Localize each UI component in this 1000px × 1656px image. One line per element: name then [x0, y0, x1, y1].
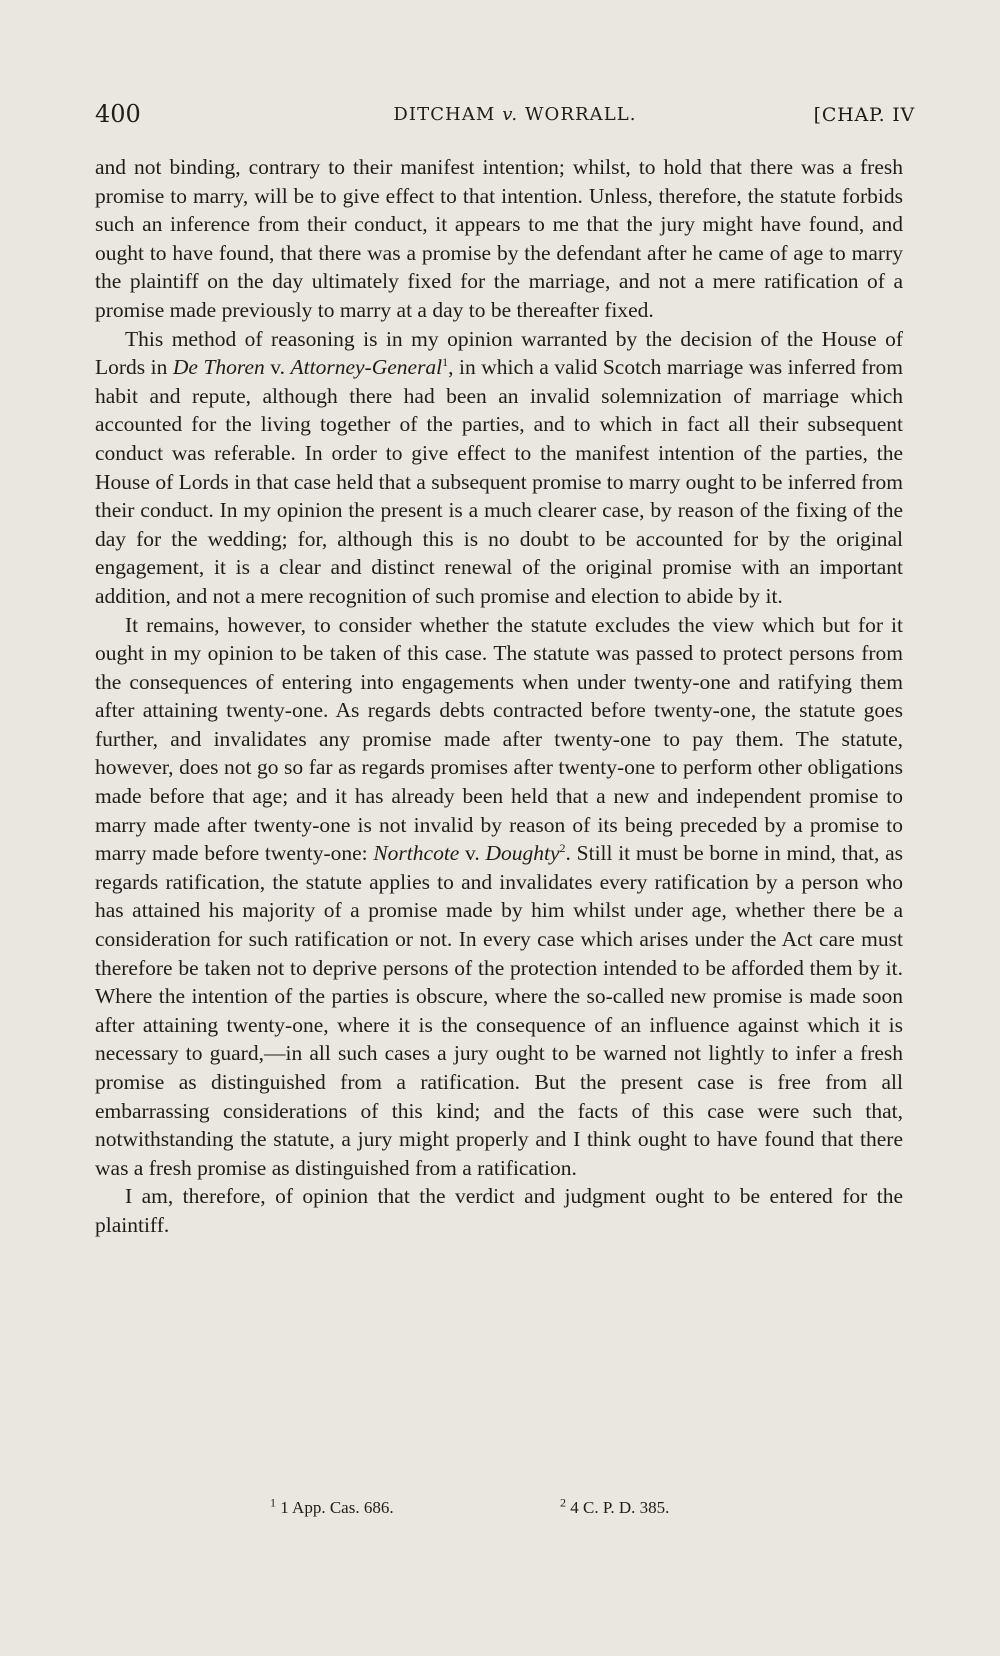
running-head-v: v. — [502, 104, 519, 125]
body-text — [95, 153, 903, 1240]
footnote — [560, 1495, 670, 1518]
page-header — [95, 100, 915, 134]
paragraph-text: v. — [459, 841, 486, 866]
paragraph-text: v. — [264, 355, 291, 380]
paragraph-text: , in which a valid Scotch marriage was inferred from habit and repute, although there had been an invalid solemnization of marriage which accounted for the living together of the parties, and to which in fact all their subsequent conduct was referable. In order to give effect to the manifest intention of the parties, the House of Lords in that case held that a subsequent promise to marry ought to be inferred from their conduct. In my opinion the present is a much clearer case, by reason of the fixing of the day for the wedding; for, although this is no doubt to be accounted for by the original engagement, it is a clear and distinct renewal of the original promise with an important addition, and not a mere recognition of such promise and election to abide by it. — [95, 355, 904, 608]
running-head-left: DITCHAM — [393, 104, 503, 125]
paragraph-text: . Still it must be borne in mind, that, as regards ratification, the statute applies to and invalidates every ratification by a person who has attained his majority of a promise made by him whilst under age, whether there be a consideration for such ratification or not. In every case which arises under the Act care must therefore be taken not to deprive persons of the protection intended to be afforded them by it. Where the intention of the parties is obscure, where the so-called new promise is made soon after attaining twenty-one, where it is the consequence of an influence against which it is necessary to guard,—in all such cases a jury ought to be warned not lightly to infer a fresh promise as distinguished from a ratification. But the present case is free from all embarrassing considerations of this kind; and the facts of this case were such that, notwithstanding the statute, a jury might properly and I think ought to have found that there was a fresh promise as distinguished from a ratification. — [95, 841, 903, 1180]
footnote-ref: 2 — [559, 841, 566, 856]
running-head — [95, 104, 915, 125]
paragraph-statute — [95, 611, 903, 1183]
case-name: De Thoren — [172, 355, 265, 380]
chapter-label: [CHAP. IV — [813, 104, 915, 126]
footnote-text: 1 App. Cas. 686. — [276, 1498, 394, 1517]
footnote-text: 4 C. P. D. 385. — [566, 1498, 670, 1517]
paragraph-de-thoren — [95, 325, 903, 611]
footnote-mark: 1 — [270, 1495, 276, 1510]
case-name: Northcote — [373, 841, 460, 866]
paragraph-continued: and not binding, contrary to their manifest intention; whilst, to hold that there was a fresh promise to marry, will be to give effect to that intention. Unless, therefore, the statute forbids such an inference from their conduct, it appears to me that the jury might have found, and ought to have found, that there was a promise by the defendant after he came of age to marry the plaintiff on the day ultimately fixed for the marriage, and not a mere ratification of a promise made previously to marry at a day to be thereafter fixed. — [95, 155, 903, 322]
paragraph-conclusion: I am, therefore, of opinion that the verdict and judgment ought to be entered for the plaintiff. — [95, 1184, 903, 1237]
paragraph-text: It remains, however, to consider whether the statute excludes the view which but for it ought in my opinion to be taken of this case. The statute was passed to protect persons from the consequences of entering into engagements when under twenty-one and ratifying them after attaining twenty-one. As regards debts contracted before twenty-one, the statute goes further, and invalidates any promise made after twenty-one to pay them. The statute, however, does not go so far as regards promises after twenty-one to perform other obligations made before that age; and it has already been held that a new and independent promise to marry made after twenty-one is not invalid by reason of its being preceded by a promise to marry made before twenty-one: — [95, 612, 903, 866]
running-head-right: WORRALL. — [518, 104, 637, 125]
page-number: 400 — [95, 100, 141, 128]
footnote-ref: 1 — [442, 355, 449, 369]
paragraph-text: This method of reasoning is in my opinion warranted by the decision of the House of Lords in — [95, 326, 903, 380]
case-name: Doughty — [485, 841, 560, 866]
footnote — [270, 1495, 394, 1518]
case-name: Attorney-General — [290, 355, 443, 380]
footnote-mark: 2 — [560, 1495, 566, 1510]
